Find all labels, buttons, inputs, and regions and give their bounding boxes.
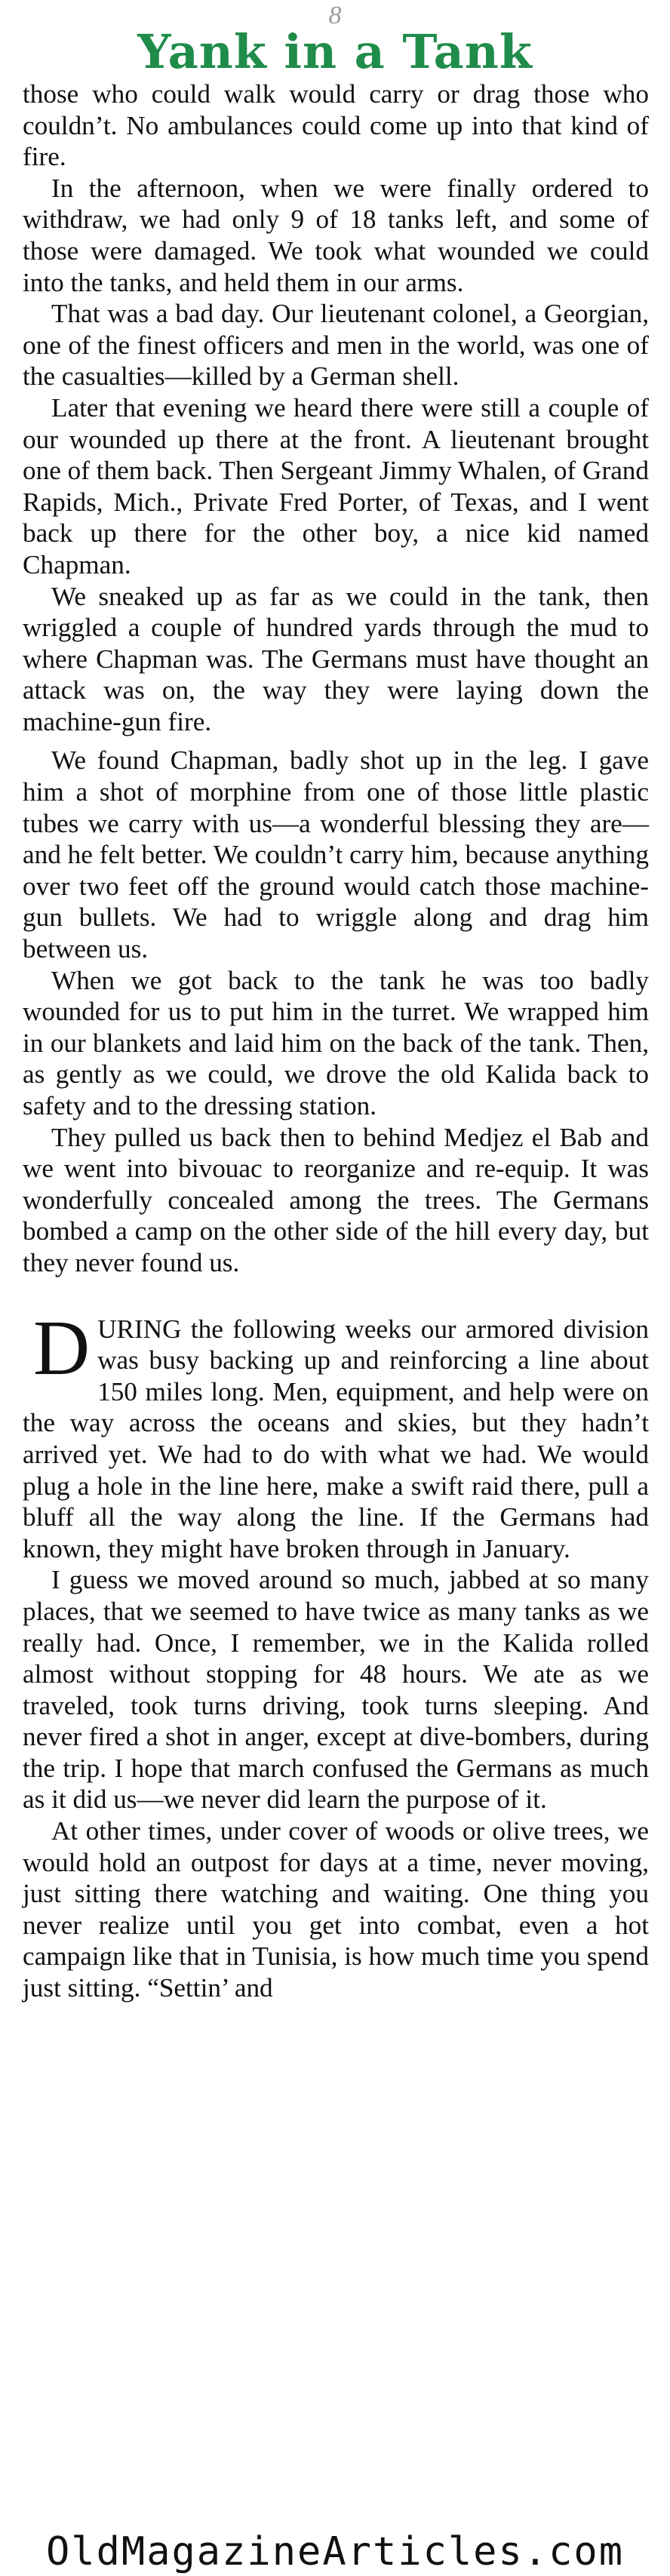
section-opening-paragraph: [23, 1304, 649, 1565]
paragraph: We sneaked up as far as we could in the tank, then wriggled a couple of hundred yards through the mud to where Chapman was. The Germans must have thought an attack was on, the way they were laying down the machine-gun fire.: [23, 581, 649, 736]
article-body: [23, 78, 649, 2004]
paragraph: those who could walk would carry or drag those who couldn’t. No ambulances could come up into that kind of fire.: [23, 79, 649, 172]
paragraph: I guess we moved around so much, jabbed at so many places, that we seemed to have twice as many tanks as we really had. Once, I remember, we in the Kalida rolled almost without stopping for 48 hours. We ate as we traveled, took turns driving, took turns sleeping. And never fired a shot in anger, except at dive-bombers, during the trip. I hope that march confused the Germans as much as it did us—we never did learn the purpose of it.: [23, 1565, 649, 1815]
paragraph: Later that evening we heard there were still a couple of our wounded up there at the front. A lieutenant brought one of them back. Then Sergeant Jimmy Whalen, of Grand Rapids, Mich., Private Fred Porter, of Texas, and I went back up there for the other boy, a nice kid named Chapman.: [23, 392, 649, 579]
page-number: 8: [328, 2, 342, 29]
paragraph: At other times, under cover of woods or olive trees, we would hold an outpost for days at a time, never moving, just sitting there watching and waiting. One thing you never realize until you get into combat, even a hot campaign like that in Tunisia, is how much time you spend just sitting. “Settin’ and: [23, 1816, 649, 2003]
paragraph: When we got back to the tank he was too badly wounded for us to put him in the turret. We wrapped him in our blankets and laid him on the back of the tank. Then, as gently as we could, we drove the old Kalida back to safety and to the dressing station.: [23, 965, 649, 1120]
drop-cap: D: [33, 1304, 91, 1391]
section-opening-text: URING the following weeks our armored division was busy backing up and reinforcing a line about 150 miles long. Men, equipment, and help were on the way across the oceans and skies, but they hadn’t arrived yet. We had to do with what we had. We would plug a hole in the line here, make a swift raid there, pull a bluff all the way along the line. If the Germans had known, they might have broken through in January.: [23, 1314, 649, 1563]
paragraph: They pulled us back then to behind Medjez el Bab and we went into bivouac to reorganize and re-equip. It was wonderfully concealed among the trees. The Germans bombed a camp on the other side of the hill every day, but they never found us.: [23, 1122, 649, 1277]
paragraph: In the afternoon, when we were finally ordered to withdraw, we had only 9 of 18 tanks left, and some of those were damaged. We took what wounded we could into the tanks, and held them in our arms.: [23, 173, 649, 297]
footer-site-name: OldMagazineArticles.com: [45, 2529, 625, 2574]
article-title: Yank in a Tank: [137, 24, 533, 79]
paragraph: We found Chapman, badly shot up in the leg. I gave him a shot of morphine from one of those little plastic tubes we carry with us—a wonderful blessing they are—and he felt better. We couldn’t carry him, because anything over two feet off the ground would catch those machine-gun bullets. We had to wriggle along and drag him between us.: [23, 745, 649, 964]
paragraph: That was a bad day. Our lieutenant colonel, a Georgian, one of the finest officers and men in the world, was one of the casualties—killed by a German shell.: [23, 299, 649, 392]
